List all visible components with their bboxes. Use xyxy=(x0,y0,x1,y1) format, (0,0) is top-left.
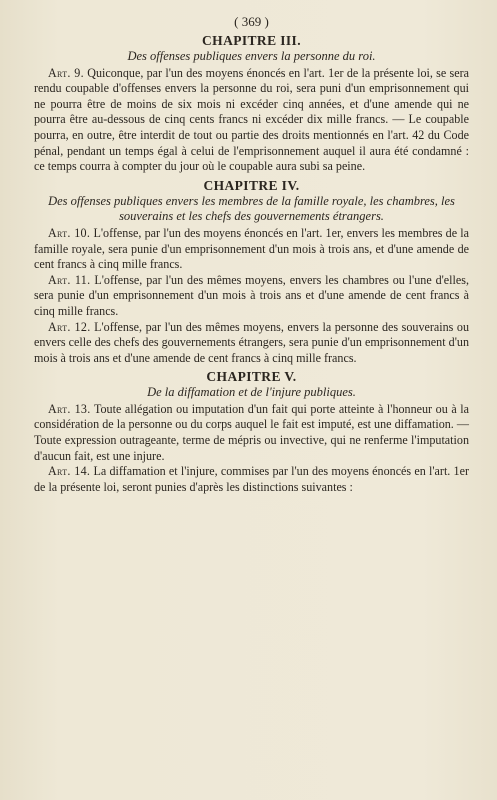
chapter-3-subtitle: Des offenses publiques envers la personne du roi. xyxy=(127,49,376,63)
article-12-number: Art. 12. xyxy=(48,319,91,334)
article-13 xyxy=(34,402,469,464)
article-9-text: Quiconque, par l'un des moyens énoncés en l'art. 1er de la présente loi, se sera rendu coupable d'offenses envers la personne du roi, sera puni d'un emprisonnement qui ne pourra être de moins de six mois ni excéder cinq années, et d'une amende qui ne pourra être au-dessous de cinq cents francs ni excéder dix mille francs. — Le coupable pourra, en outre, être interdit de tout ou partie des droits mentionnés en l'art. 42 du Code pénal, pendant un temps égal à celui de l'emprisonnement auquel il aura été condamné : ce temps courra à compter du jour où le coupable aura subi sa peine. xyxy=(34,65,469,174)
article-14-text: La diffamation et l'injure, commises par l'un des moyens énoncés en l'art. 1er de la présente loi, seront punies d'après les distinctions suivantes : xyxy=(34,464,469,494)
article-12-text: L'offense, par l'un des mêmes moyens, envers la personne des souverains ou envers celle des chefs des gouvernements étrangers, sera punie d'un emprisonnement d'un mois à trois ans et d'une amende de cent francs à cinq mille francs. xyxy=(34,319,469,365)
article-10 xyxy=(34,226,469,273)
article-12 xyxy=(34,320,469,367)
article-11-text: L'offense, par l'un des mêmes moyens, envers les chambres ou l'une d'elles, sera punie d'un emprisonnement d'un mois à trois ans et d'une amende de cent francs à cinq mille francs. xyxy=(34,272,469,318)
article-13-text: Toute allégation ou imputation d'un fait qui porte atteinte à l'honneur ou à la considération de la personne ou du corps auquel le fait est imputé, est une diffamation. — Toute expression outrageante, terme de mépris ou invective, qui ne renferme l'imputation d'aucun fait, est une injure. xyxy=(34,401,469,463)
article-11-number: Art. 11. xyxy=(48,272,91,287)
article-13-number: Art. 13. xyxy=(48,401,91,416)
article-14-number: Art. 14. xyxy=(48,464,91,479)
chapter-5-title: CHAPITRE V. xyxy=(206,369,297,385)
chapter-5-subtitle: De la diffamation et de l'injure publiques. xyxy=(147,385,356,400)
chapter-4-subtitle: Des offenses publiques envers les membres de la famille royale, les chambres, les souverains et les chefs des gouvernements étrangers. xyxy=(48,193,455,224)
chapter-4-title: CHAPITRE IV. xyxy=(203,177,300,193)
article-10-number: Art. 10. xyxy=(48,225,91,240)
page-number: ( 369 ) xyxy=(234,14,269,29)
article-10-text: L'offense, par l'un des moyens énoncés en l'art. 1er, envers les membres de la famille royale, sera punie d'un emprisonnement d'un mois à trois ans, et d'une amende de cent francs à cinq mille francs. xyxy=(34,225,470,272)
article-11 xyxy=(34,273,469,320)
chapter-3-title: CHAPITRE III. xyxy=(202,33,301,48)
article-9 xyxy=(34,66,469,175)
article-14 xyxy=(34,464,469,495)
article-9-number: Art. 9. xyxy=(48,65,84,80)
